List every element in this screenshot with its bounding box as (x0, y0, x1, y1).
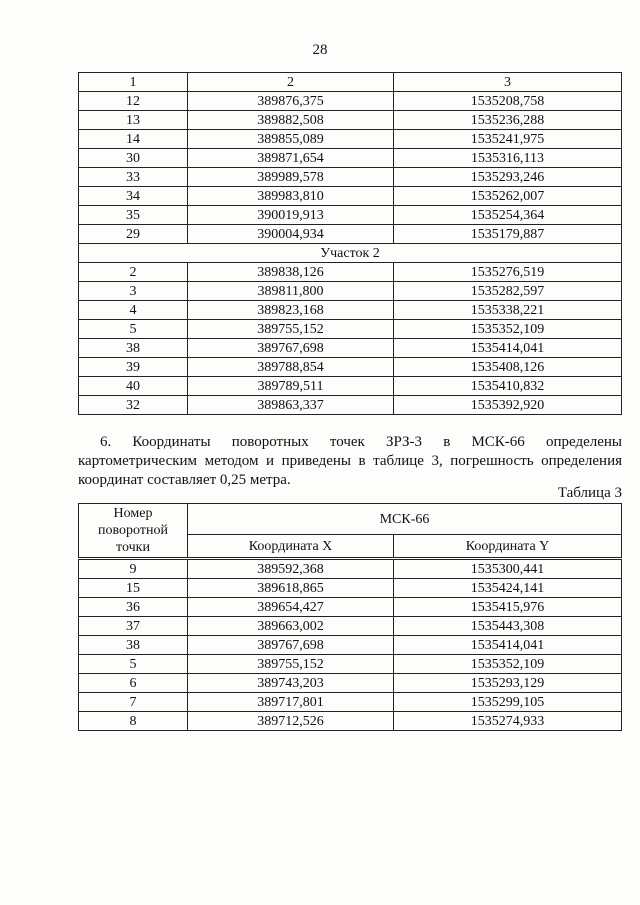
coordinate-y-cell: 1535338,221 (394, 301, 622, 320)
coordinate-x-cell: 389592,368 (188, 559, 394, 579)
coordinate-x-cell: 389654,427 (188, 598, 394, 617)
coordinate-y-cell: 1535179,887 (394, 225, 622, 244)
coordinate-x-cell: 389882,508 (188, 111, 394, 130)
paragraph-6: 6. Координаты поворотных точек ЗРЗ-3 в МСК-66 определены картометрическим методом и приведены в таблице 3, погрешность определения координат составляет 0,25 метра. (78, 434, 622, 488)
header-coordinate-y: Координата Y (394, 535, 622, 559)
table-row (79, 598, 622, 617)
coordinate-x-cell: 389789,511 (188, 377, 394, 396)
coordinate-y-cell: 1535282,597 (394, 282, 622, 301)
coordinate-x-cell: 389863,337 (188, 396, 394, 415)
point-number-cell: 5 (79, 655, 188, 674)
table-row (79, 301, 622, 320)
coordinate-y-cell: 1535208,758 (394, 92, 622, 111)
header-point-number: Номер поворотной точки (79, 504, 188, 559)
coordinate-x-cell: 389755,152 (188, 655, 394, 674)
coordinate-y-cell: 1535414,041 (394, 339, 622, 358)
coordinate-y-cell: 1535392,920 (394, 396, 622, 415)
coordinate-y-cell: 1535300,441 (394, 559, 622, 579)
table-row (79, 282, 622, 301)
table-row (79, 206, 622, 225)
point-number-cell: 36 (79, 598, 188, 617)
coordinate-x-cell: 389717,801 (188, 693, 394, 712)
coordinate-x-cell: 389767,698 (188, 636, 394, 655)
point-number-cell: 39 (79, 358, 188, 377)
coordinates-table-continued (78, 72, 622, 415)
column-number-2: 2 (188, 73, 394, 92)
coordinate-x-cell: 389876,375 (188, 92, 394, 111)
point-number-cell: 13 (79, 111, 188, 130)
point-number-cell: 3 (79, 282, 188, 301)
table-row (79, 712, 622, 731)
coordinate-x-cell: 389838,126 (188, 263, 394, 282)
column-number-3: 3 (394, 73, 622, 92)
table-row (79, 358, 622, 377)
coordinate-x-cell: 389712,526 (188, 712, 394, 731)
point-number-cell: 15 (79, 579, 188, 598)
coordinate-x-cell: 389811,800 (188, 282, 394, 301)
table-row (79, 130, 622, 149)
point-number-cell: 2 (79, 263, 188, 282)
table-row (79, 111, 622, 130)
header-coordinate-system: МСК-66 (188, 504, 622, 535)
point-number-cell: 6 (79, 674, 188, 693)
table-row (79, 263, 622, 282)
coordinate-x-cell: 389743,203 (188, 674, 394, 693)
table-row (79, 225, 622, 244)
point-number-cell: 37 (79, 617, 188, 636)
coordinate-y-cell: 1535236,288 (394, 111, 622, 130)
coordinate-x-cell: 389788,854 (188, 358, 394, 377)
point-number-cell: 33 (79, 168, 188, 187)
coordinate-y-cell: 1535414,041 (394, 636, 622, 655)
table-row (79, 339, 622, 358)
table-row (79, 655, 622, 674)
coordinate-y-cell: 1535443,308 (394, 617, 622, 636)
point-number-cell: 35 (79, 206, 188, 225)
table-row (79, 693, 622, 712)
point-number-cell: 29 (79, 225, 188, 244)
table-row (79, 396, 622, 415)
coordinate-x-cell: 389767,698 (188, 339, 394, 358)
table-row (79, 149, 622, 168)
table-row (79, 187, 622, 206)
table-header-row (79, 504, 622, 535)
coordinate-x-cell: 389663,002 (188, 617, 394, 636)
page-number: 28 (312, 42, 328, 58)
coordinate-x-cell: 389618,865 (188, 579, 394, 598)
coordinate-x-cell: 389755,152 (188, 320, 394, 339)
coordinate-y-cell: 1535424,141 (394, 579, 622, 598)
point-number-cell: 30 (79, 149, 188, 168)
coordinate-y-cell: 1535293,129 (394, 674, 622, 693)
header-coordinate-x: Координата X (188, 535, 394, 559)
point-number-cell: 38 (79, 339, 188, 358)
coordinate-y-cell: 1535408,126 (394, 358, 622, 377)
coordinate-x-cell: 389855,089 (188, 130, 394, 149)
coordinate-y-cell: 1535254,364 (394, 206, 622, 225)
coordinate-y-cell: 1535293,246 (394, 168, 622, 187)
table-row (79, 559, 622, 579)
section-row (79, 244, 622, 263)
point-number-cell: 9 (79, 559, 188, 579)
table-row (79, 320, 622, 339)
table-row (79, 636, 622, 655)
coordinate-y-cell: 1535415,976 (394, 598, 622, 617)
coordinate-y-cell: 1535299,105 (394, 693, 622, 712)
table-header-row (79, 73, 622, 92)
point-number-cell: 32 (79, 396, 188, 415)
point-number-cell: 38 (79, 636, 188, 655)
table-row (79, 92, 622, 111)
point-number-cell: 14 (79, 130, 188, 149)
point-number-cell: 8 (79, 712, 188, 731)
section-label: Участок 2 (79, 244, 622, 263)
coordinate-x-cell: 389871,654 (188, 149, 394, 168)
coordinate-y-cell: 1535276,519 (394, 263, 622, 282)
coordinate-x-cell: 389983,810 (188, 187, 394, 206)
coordinate-x-cell: 389823,168 (188, 301, 394, 320)
point-number-cell: 34 (79, 187, 188, 206)
table-caption: Таблица 3 (557, 485, 622, 501)
coordinate-y-cell: 1535241,975 (394, 130, 622, 149)
table-row (79, 168, 622, 187)
coordinate-y-cell: 1535274,933 (394, 712, 622, 731)
point-number-cell: 7 (79, 693, 188, 712)
coordinate-x-cell: 390004,934 (188, 225, 394, 244)
point-number-cell: 4 (79, 301, 188, 320)
coordinate-y-cell: 1535410,832 (394, 377, 622, 396)
coordinate-x-cell: 390019,913 (188, 206, 394, 225)
point-number-cell: 12 (79, 92, 188, 111)
coordinate-y-cell: 1535352,109 (394, 655, 622, 674)
column-number-1: 1 (79, 73, 188, 92)
coordinate-y-cell: 1535316,113 (394, 149, 622, 168)
point-number-cell: 40 (79, 377, 188, 396)
table-row (79, 674, 622, 693)
table-row (79, 377, 622, 396)
coordinate-x-cell: 389989,578 (188, 168, 394, 187)
table-row (79, 579, 622, 598)
table-3 (78, 503, 622, 731)
coordinate-y-cell: 1535352,109 (394, 320, 622, 339)
point-number-cell: 5 (79, 320, 188, 339)
table-row (79, 617, 622, 636)
coordinate-y-cell: 1535262,007 (394, 187, 622, 206)
